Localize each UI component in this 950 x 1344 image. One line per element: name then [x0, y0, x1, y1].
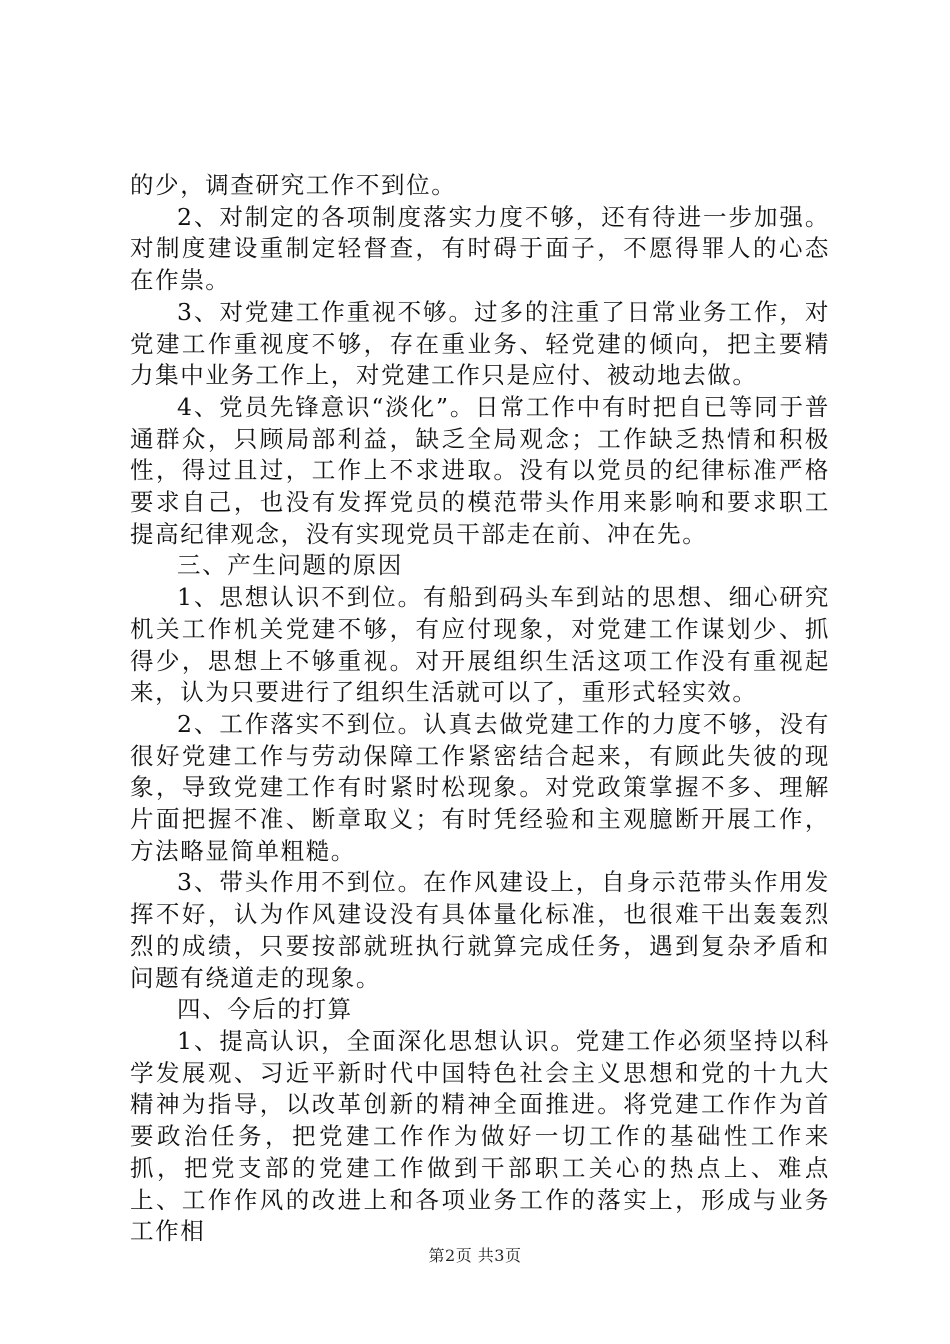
paragraph-plan-1-raise-awareness: 1、提高认识，全面深化思想认识。党建工作必须坚持以科学发展观、习近平新时代中国特色社会主义思想和党的十九大精神为指导，以改革创新的精神全面推进。将党建工作作为首要政治任务，把党建工作作为做好一切工作的基础性工作来抓，把党支部的党建工作做到干部职工关心的热点上、难点上、工作作风的改进上和各项业务工作的落实上，形成与业务工作相	[130, 1026, 830, 1246]
document-body	[130, 170, 830, 1248]
paragraph-cause-1-ideological: 1、思想认识不到位。有船到码头车到站的思想、细心研究机关工作机关党建不够，有应付现象，对党建工作谋划少、抓得少，思想上不够重视。对开展组织生活这项工作没有重视起来，认为只要进行了组织生活就可以了，重形式轻实效。	[130, 583, 830, 707]
page-number-footer: 第2页 共3页	[428, 1246, 522, 1265]
paragraph-item-3-party-building-attention: 3、对党建工作重视不够。过多的注重了日常业务工作，对党建工作重视度不够，存在重业务、轻党建的倾向，把主要精力集中业务工作上，对党建工作只是应付、被动地去做。	[130, 297, 830, 390]
paragraph-cause-2-implementation: 2、工作落实不到位。认真去做党建工作的力度不够，没有很好党建工作与劳动保障工作紧密结合起来，有顾此失彼的现象，导致党建工作有时紧时松现象。对党政策掌握不多、理解片面把握不准、断章取义；有时凭经验和主观臆断开展工作，方法略显简单粗糙。	[130, 709, 830, 865]
section-heading-future-plans: 四、今后的打算	[177, 995, 353, 1024]
paragraph-item-2-system-implementation: 2、对制定的各项制度落实力度不够，还有待进一步加强。对制度建设重制定轻督查，有时碍于面子，不愿得罪人的心态在作祟。	[130, 202, 830, 295]
paragraph-cause-3-leading-role: 3、带头作用不到位。在作风建设上，自身示范带头作用发挥不好，认为作风建设没有具体量化标准，也很难干出轰轰烈烈的成绩，只要按部就班执行就算完成任务，遇到复杂矛盾和问题有绕道走的现象。	[130, 868, 830, 992]
paragraph-continuation: 的少，调查研究工作不到位。	[130, 171, 457, 199]
section-heading-causes: 三、产生问题的原因	[177, 551, 403, 580]
paragraph-item-4-vanguard-awareness: 4、党员先锋意识“淡化”。日常工作中有时把自已等同于普通群众，只顾局部利益，缺乏全局观念；工作缺乏热情和积极性，得过且过，工作上不求进取。没有以党员的纪律标准严格要求自己，也没有发挥党员的模范带头作用来影响和要求职工提高纪律观念，没有实现党员干部走在前、冲在先。	[130, 392, 830, 548]
